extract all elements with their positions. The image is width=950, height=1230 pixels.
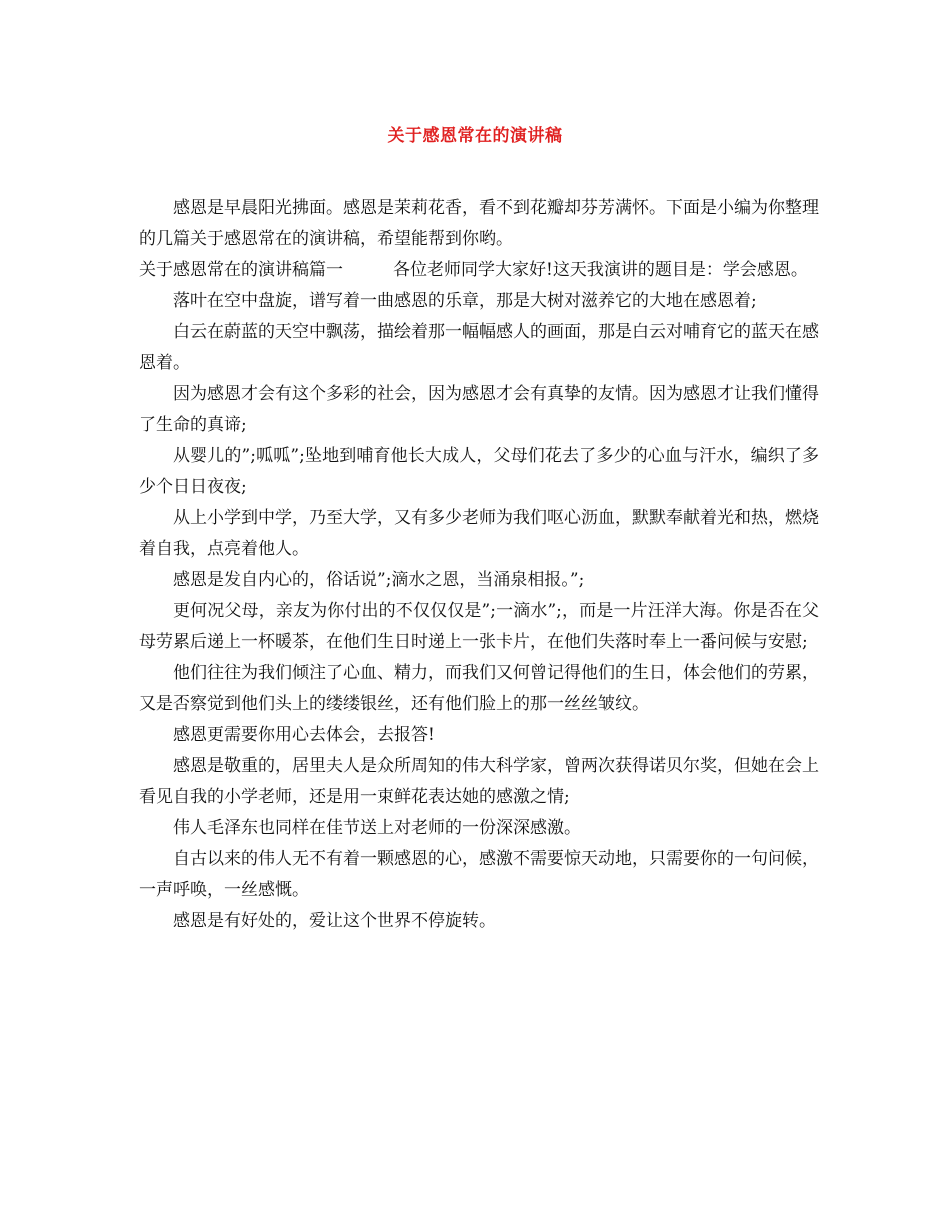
paragraph: 感恩是有好处的，爱让这个世界不停旋转。 [173, 911, 496, 931]
paragraph: 伟人毛泽东也同样在佳节送上对老师的一份深深感激。 [173, 818, 581, 838]
document-title: 关于感恩常在的演讲稿 [387, 126, 563, 146]
paragraph: 感恩是敬重的，居里夫人是众所周知的伟大科学家，曾两次获得诺贝尔奖，但她在会上看见自我的小学老师，还是用一束鲜花表达她的感激之情; [139, 756, 819, 807]
paragraph-intro: 感恩是早晨阳光拂面。感恩是茉莉花香，看不到花瓣却芬芳满怀。下面是小编为你整理的几篇关于感恩常在的演讲稿，希望能帮到你哟。 [139, 198, 819, 249]
section-heading: 关于感恩常在的演讲稿篇一 [139, 260, 343, 280]
paragraph: 自古以来的伟人无不有着一颗感恩的心，感激不需要惊天动地，只需要你的一句问候，一声呼唤，一丝感慨。 [139, 849, 819, 900]
paragraph: 白云在蔚蓝的天空中飘荡，描绘着那一幅幅感人的画面，那是白云对哺育它的蓝天在感恩着。 [139, 322, 819, 373]
section-heading-line [139, 255, 819, 286]
paragraph: 感恩是发自内心的，俗话说”;滴水之恩，当涌泉相报。”; [173, 570, 585, 590]
paragraph: 从上小学到中学，乃至大学，又有多少老师为我们呕心沥血，默默奉献着光和热，燃烧着自我，点亮着他人。 [139, 508, 819, 559]
paragraph: 落叶在空中盘旋，谱写着一曲感恩的乐章，那是大树对滋养它的大地在感恩着; [173, 291, 757, 311]
paragraph: 更何况父母，亲友为你付出的不仅仅仅是”;一滴水”;，而是一片汪洋大海。你是否在父母劳累后递上一杯暖茶，在他们生日时递上一张卡片，在他们失落时奉上一番问候与安慰; [139, 601, 819, 652]
paragraph: 感恩更需要你用心去体会，去报答! [173, 725, 435, 745]
paragraph: 从婴儿的”;呱呱”;坠地到哺育他长大成人，父母们花去了多少的心血与汗水，编织了多少个日日夜夜; [139, 446, 819, 497]
paragraph: 他们往往为我们倾注了心血、精力，而我们又何曾记得他们的生日，体会他们的劳累，又是否察觉到他们头上的缕缕银丝，还有他们脸上的那一丝丝皱纹。 [139, 663, 819, 714]
section-intro: 各位老师同学大家好!这天我演讲的题目是：学会感恩。 [393, 260, 808, 280]
document-body [139, 193, 819, 937]
paragraph: 因为感恩才会有这个多彩的社会，因为感恩才会有真挚的友情。因为感恩才让我们懂得了生命的真谛; [139, 384, 819, 435]
